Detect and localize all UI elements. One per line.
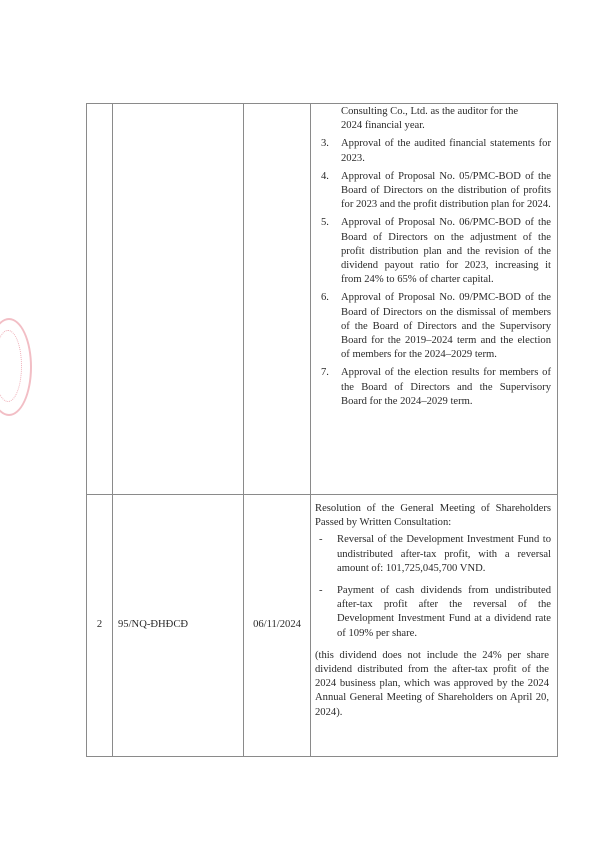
bullet-text: Payment of cash dividends from undistributed after-tax profit after the reversal of the Development Investment Fund at a dividend rate of 109% per share. xyxy=(337,585,551,639)
list-item xyxy=(315,533,551,576)
list-item xyxy=(315,584,551,641)
list-item xyxy=(315,216,551,287)
list-item xyxy=(315,366,551,409)
document-number-cell xyxy=(113,104,244,495)
document-number-cell: 95/NQ-ĐHĐCĐ xyxy=(113,495,244,757)
dividend-note: (this dividend does not include the 24% per share dividend distributed from the after-tax profit of the 2024 business plan, which was approved by the 2024 Annual General Meeting of Shareholders on April 20, 2024). xyxy=(315,649,549,718)
content-cell xyxy=(311,104,558,495)
resolution-bullets xyxy=(315,533,551,640)
item-text: Approval of Proposal No. 05/PMC-BOD of the Board of Directors on the distribution of profits for 2023 and the profit distribution plan for 2024. xyxy=(341,170,551,211)
content-cell xyxy=(311,495,558,757)
row-number-cell xyxy=(87,104,113,495)
resolution-heading: Resolution of the General Meeting of Shareholders Passed by Written Consultation: xyxy=(315,503,551,529)
item-number: 6. xyxy=(321,292,329,304)
list-item xyxy=(315,137,551,165)
list-item xyxy=(315,170,551,213)
approval-list xyxy=(315,105,551,409)
intro-line-1: Consulting Co., Ltd. as the auditor for the xyxy=(341,106,519,117)
dash-marker: - xyxy=(319,585,323,597)
row-number-cell: 2 xyxy=(87,495,113,757)
item-number: 7. xyxy=(321,367,329,379)
item-text: Approval of the audited financial statements for 2023. xyxy=(341,138,551,164)
dash-marker: - xyxy=(319,534,323,546)
item-number: 3. xyxy=(321,138,329,150)
item-number: 4. xyxy=(321,170,329,182)
date-cell: 06/11/2024 xyxy=(244,495,311,757)
list-item xyxy=(315,291,551,362)
resolutions-table xyxy=(86,103,558,757)
date-cell xyxy=(244,104,311,495)
item-number: 5. xyxy=(321,217,329,229)
list-item-continuation xyxy=(315,105,551,133)
item-text: Approval of the election results for members of the Board of Directors and the Supervisory Board for the 2024–2029 term. xyxy=(341,367,551,407)
table-row xyxy=(87,104,558,495)
bullet-text: Reversal of the Development Investment Fund to undistributed after-tax profit, with a reversal amount of: 101,725,045,700 VND. xyxy=(337,534,551,574)
table-row xyxy=(87,495,558,757)
item-text: Approval of Proposal No. 09/PMC-BOD of the Board of Directors on the dismissal of members of the Board of Directors and the Supervisory Board for the 2019–2024 term and the election of members for the 2024–2029 term. xyxy=(341,292,551,361)
item-text: Approval of Proposal No. 06/PMC-BOD of the Board of Directors on the adjustment of the profit distribution plan and the revision of the dividend payout ratio for 2023, increasing it from 24% to 65% of charter capital. xyxy=(341,217,551,286)
intro-line-2: 2024 financial year. xyxy=(341,120,425,132)
